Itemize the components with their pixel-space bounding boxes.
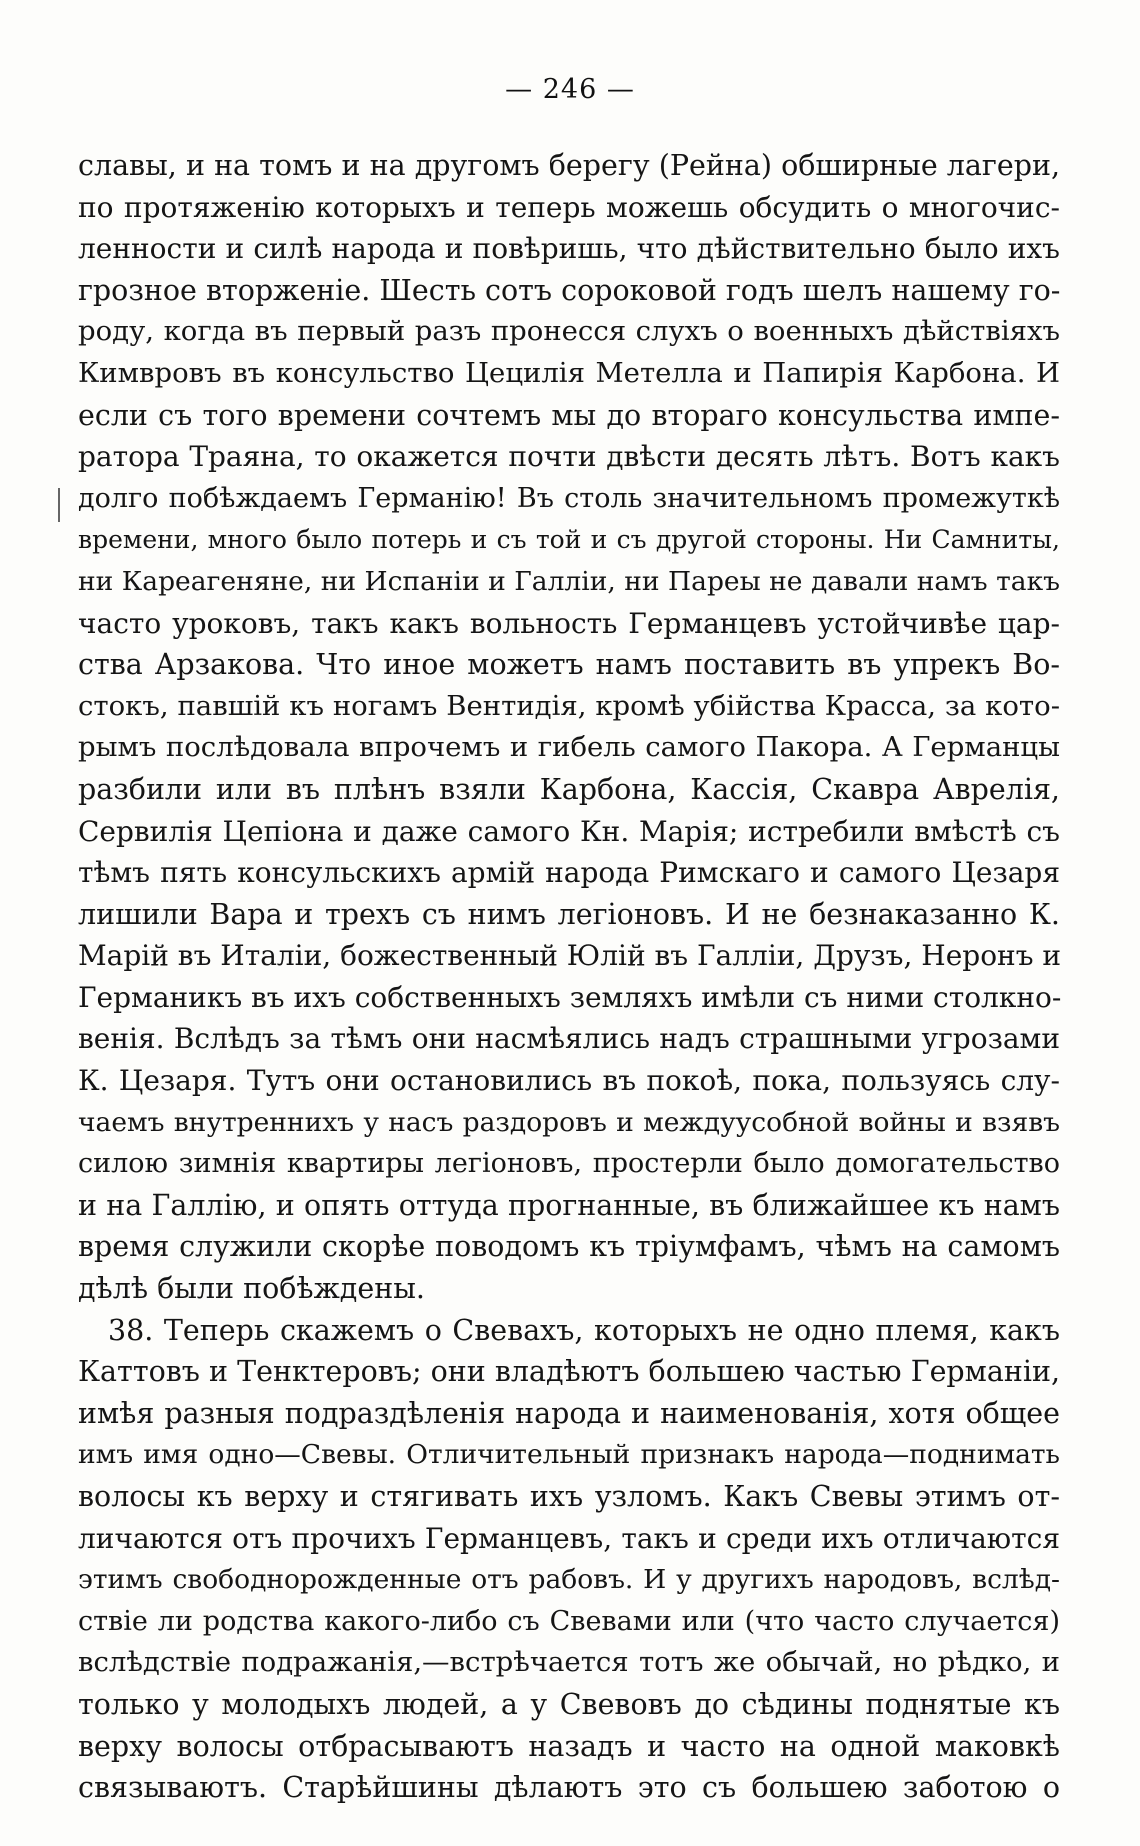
text-line: ства Арзакова. Что иное можетъ намъ поставить въ упрекъ Во-	[78, 648, 1060, 682]
text-line: времени, много было потерь и съ той и съ другой стороны. Ни Самниты,	[78, 525, 1060, 555]
text-line: тѣмъ пять консульскихъ армій народа Римскаго и самого Цезаря	[78, 856, 1060, 890]
text-line: чаемъ внутреннихъ у насъ раздоровъ и междуусобной войны и взявъ	[78, 1106, 1060, 1138]
text-line: этимъ свободнорожденные отъ рабовъ. И у другихъ народовъ, вслѣд-	[78, 1564, 1060, 1596]
paragraph-38-start: 38. Теперь скажемъ о Свевахъ, которыхъ не одно племя, какъ	[108, 1313, 1060, 1347]
text-line: Марій въ Италіи, божественный Юлій въ Галліи, Друзъ, Неронъ и	[78, 939, 1062, 973]
text-line: по протяженію которыхъ и теперь можешь обсудить о многочис-	[78, 190, 1060, 224]
text-line: К. Цезаря. Тутъ они остановились въ покоѣ, пока, пользуясь слу-	[78, 1064, 1060, 1098]
text-line: лишили Вара и трехъ съ нимъ легіоновъ. И не безнаказанно К.	[78, 897, 1060, 931]
text-line: личаются отъ прочихъ Германцевъ, такъ и среди ихъ отличаются	[78, 1521, 1060, 1555]
text-line: славы, и на томъ и на другомъ берегу (Рейна) обширные лагери,	[78, 149, 1060, 182]
text-line: стокъ, павшій къ ногамъ Вентидія, кромѣ убійства Красса, за кото-	[78, 689, 1060, 722]
text-line: имъ имя одно—Свевы. Отличительный признакъ народа—поднимать	[78, 1439, 1060, 1471]
text-line: Кимвровъ въ консульство Цецилія Метелла и Папирія Карбона. И	[78, 356, 1060, 389]
text-line: если съ того времени сочтемъ мы до втораго консульства импе-	[78, 398, 1060, 432]
page-text	[78, 145, 1060, 1809]
text-line: ратора Траяна, то окажется почти двѣсти десять лѣтъ. Вотъ какъ	[78, 440, 1060, 474]
text-line: рымъ послѣдовала впрочемъ и гибель самого Пакора. А Германцы	[78, 731, 1060, 764]
text-line: волосы къ верху и стягивать ихъ узломъ. Какъ Свевы этимъ от-	[78, 1480, 1060, 1513]
text-line: время служили скорѣе поводомъ къ тріумфамъ, чѣмъ на самомъ	[78, 1230, 1060, 1264]
text-line: роду, когда въ первый разъ пронесся слухъ о военныхъ дѣйствіяхъ	[78, 315, 1060, 348]
text-line: силою зимнія квартиры легіоновъ, простерли было домогательство	[78, 1148, 1060, 1180]
margin-mark	[58, 488, 60, 522]
text-line: только у молодыхъ людей, а у Свевовъ до сѣдины поднятые къ	[78, 1687, 1060, 1721]
text-line: Германикъ въ ихъ собственныхъ земляхъ имѣли съ ними столкно-	[78, 980, 1062, 1014]
text-line: ствіе ли родства какого-либо съ Свевами или (что часто случается)	[78, 1605, 1060, 1637]
text-line: вслѣдствіе подражанія,—встрѣчается тотъ же обычай, но рѣдко, и	[78, 1646, 1060, 1679]
page-number: — 246 —	[505, 74, 635, 105]
text-line: ленности и силѣ народа и повѣришь, что дѣйствительно было ихъ	[78, 232, 1060, 266]
text-line: венія. Вслѣдъ за тѣмъ они насмѣялись надъ страшными угрозами	[78, 1022, 1060, 1056]
text-line: часто уроковъ, такъ какъ вольность Германцевъ устойчивѣе цар-	[78, 606, 1060, 640]
text-line: связываютъ. Старѣйшины дѣлаютъ это съ большею заботою о	[78, 1771, 1060, 1805]
text-line: Каттовъ и Тенктеровъ; они владѣютъ большею частью Германіи,	[78, 1355, 1060, 1389]
text-line: Сервилія Цепіона и даже самого Кн. Марія; истребили вмѣстѣ съ	[78, 814, 1060, 848]
text-line: верху волосы отбрасываютъ назадъ и часто на одной маковкѣ	[78, 1729, 1060, 1763]
text-line: дѣлѣ были побѣждены.	[78, 1272, 425, 1306]
text-line: имѣя разныя подраздѣленія народа и наименованія, хотя общее	[78, 1396, 1060, 1430]
text-line: разбили или въ плѣнъ взяли Карбона, Кассія, Скавра Аврелія,	[78, 772, 1060, 806]
text-line: долго побѣждаемъ Германію! Въ столь значительномъ промежуткѣ	[78, 482, 1060, 514]
text-line: ни Кареагеняне, ни Испаніи и Галліи, ни Пареы не давали намъ такъ	[78, 565, 1060, 597]
text-line: грозное вторженіе. Шесть сотъ сороковой годъ шелъ нашему го-	[78, 273, 1061, 307]
text-line: и на Галлію, и опять оттуда прогнанные, въ ближайшее къ намъ	[78, 1188, 1060, 1222]
